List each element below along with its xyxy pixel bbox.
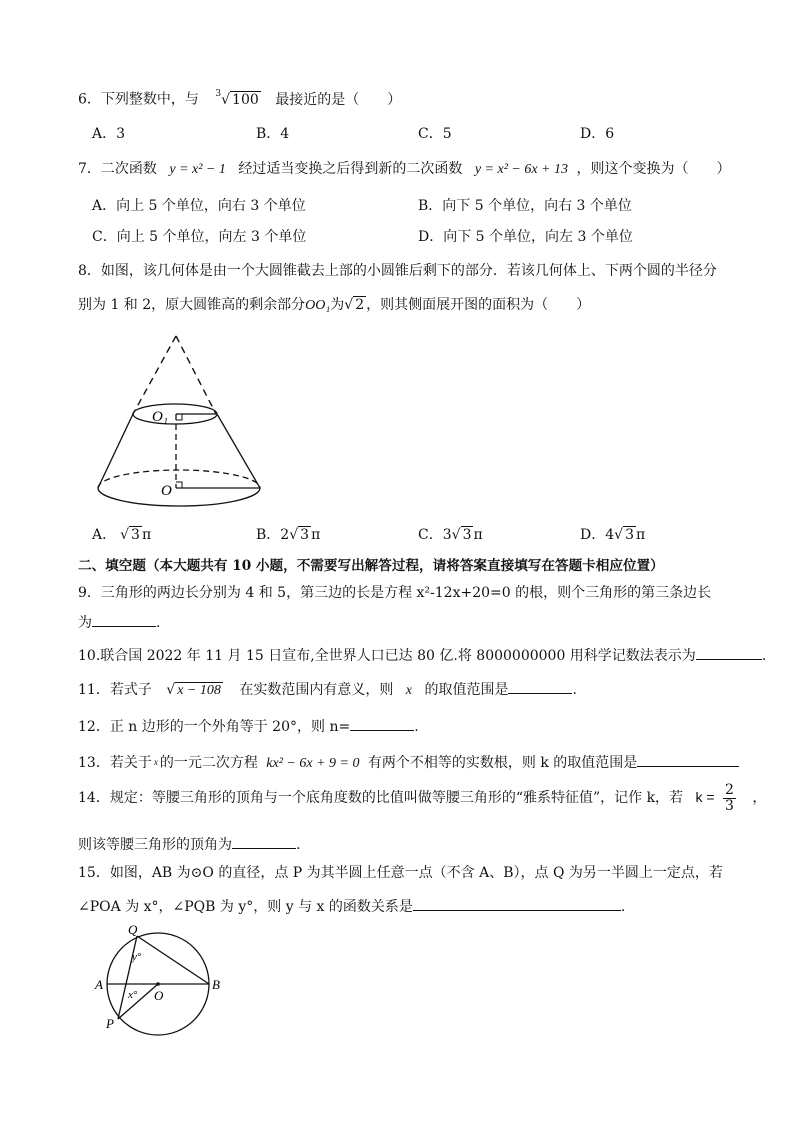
label-a: A xyxy=(95,977,103,992)
q6-stem-text: 6．下列整数中，与 xyxy=(78,91,199,108)
label-o: O xyxy=(161,483,172,499)
label-b: B xyxy=(212,977,220,992)
q8-line-2: 别为 1 和 2，原大圆锥高的剩余部分OO₁为√ 2 ，则其侧面展开图的面积为（ ） xyxy=(78,297,591,313)
q7-stem-tail: ，则这个变换为（ ） xyxy=(576,161,731,177)
q6-cube-root: $^3$√ 100 xyxy=(215,89,259,108)
q15-line-1: 15．如图，AB 为⊙O 的直径，点 P 为其半圆上任意一点（不含 A、B），点 Q 为另一半圆上一定点，若 xyxy=(78,865,723,881)
q6-option-d: D．6 xyxy=(580,126,615,142)
q8-value: 2 xyxy=(355,297,365,313)
opt-root: 3 xyxy=(625,527,634,543)
q12-text: 12．正 n 边形的一个外角等于 20°，则 n= xyxy=(78,719,351,735)
q7-option-b: B．向下 5 个单位，向右 3 个单位 xyxy=(418,198,632,214)
q13-text-mid: 的一元二次方程 xyxy=(159,755,258,771)
circle-figure xyxy=(92,920,232,1044)
q14-denominator: 3 xyxy=(725,797,734,814)
opt-coef: 2 xyxy=(280,527,290,543)
q15-answer-blank[interactable] xyxy=(413,896,621,911)
frustum-figure xyxy=(90,330,270,510)
q7-stem-mid: 经过适当变换之后得到新的二次函数 xyxy=(238,161,463,177)
radius-op xyxy=(118,984,158,1019)
q11-radicand: x − 108 xyxy=(177,683,221,698)
q14-end: . xyxy=(296,837,301,853)
chord-qb xyxy=(137,936,209,984)
bottom-circle-front xyxy=(98,488,260,506)
opt-pi: π xyxy=(141,527,152,543)
q7-stem xyxy=(78,159,730,180)
section-heading: 二、填空题（本大题共有 10 小题，不需要写出解答过程，请将答案直接填写在答题卡相应位置） xyxy=(78,558,664,574)
q8-segment: OO₁ xyxy=(305,298,331,313)
q9-end: . xyxy=(156,615,161,631)
q8-option-a: A． √ 3 π xyxy=(92,527,152,543)
root-index: 3 xyxy=(215,89,222,99)
frustum-right-edge xyxy=(217,414,260,488)
q7-option-c: C．向上 5 个单位，向左 3 个单位 xyxy=(92,229,307,245)
q13-text: 13．若关于 xyxy=(78,755,152,771)
q13-answer-blank[interactable] xyxy=(637,752,739,767)
q7-function-1: y = x² − 1 xyxy=(169,162,226,177)
opt-root: 3 xyxy=(462,527,472,543)
q8-line-2-tail: ，则其侧面展开图的面积为（ ） xyxy=(366,297,591,313)
q14-line-2 xyxy=(78,834,300,855)
q14-text: 14．规定：等腰三角形的顶角与一个底角度数的比值叫做等腰三角形的“雅系特征值”，记作 k，若 xyxy=(78,790,684,806)
q14-answer-blank[interactable] xyxy=(232,834,296,849)
radicand: 100 xyxy=(232,91,259,108)
q10-line xyxy=(78,645,766,666)
q6-option-b: B．4 xyxy=(256,126,290,142)
q7-option-d: D．向下 5 个单位，向左 3 个单位 xyxy=(418,229,633,245)
q6-stem xyxy=(78,86,401,110)
label-q: Q xyxy=(128,922,138,937)
q11-text-mid: 在实数范围内有意义，则 xyxy=(239,682,394,698)
opt-letter: A． xyxy=(92,527,117,543)
q14-numerator: 2 xyxy=(725,781,734,798)
q12-line xyxy=(78,716,419,737)
q8-option-d: D．4√ 3 π xyxy=(580,527,646,543)
opt-pi: π xyxy=(311,527,321,543)
q6-option-a: A．3 xyxy=(92,126,126,142)
q12-end: . xyxy=(414,719,419,735)
label-x-angle: x° xyxy=(128,989,138,1001)
bottom-circle-back xyxy=(98,470,260,488)
q13-line xyxy=(78,752,739,774)
q8-line-2-mid: 为 xyxy=(330,297,345,313)
q14-k: k = xyxy=(695,789,715,805)
right-angle-mark-top xyxy=(176,414,182,420)
q6-stem-tail: 最接近的是（ ） xyxy=(275,91,402,108)
label-o1: O₁ xyxy=(152,409,169,425)
right-angle-mark-bottom xyxy=(176,482,182,488)
q11-text-tail: 的取值范围是 xyxy=(424,682,509,698)
label-p: P xyxy=(106,1016,114,1031)
q8-option-c: C．3√ 3 π xyxy=(418,527,483,543)
q13-text-tail: 有两个不相等的实数根，则 k 的取值范围是 xyxy=(367,755,638,771)
q7-stem-text: 7．二次函数 xyxy=(78,161,157,177)
q10-end: . xyxy=(761,648,767,664)
q6-option-c: C．5 xyxy=(418,126,452,142)
q9-line-2 xyxy=(78,612,160,633)
opt-root: 3 xyxy=(300,527,310,543)
q14-text-2: 则该等腰三角形的顶角为 xyxy=(78,837,232,853)
q9-line-1: 9．三角形的两边长分别为 4 和 5，第三边的长是方程 x²-12x+20=0 的根，则个三角形的第三条边长 xyxy=(78,585,712,601)
opt-pi: π xyxy=(636,527,646,543)
q14-line-1 xyxy=(78,780,766,815)
q11-var: x xyxy=(405,683,412,698)
q8-line-1: 8．如图，该几何体是由一个大圆锥截去上部的小圆锥后剩下的部分．若该几何体上、下两个圆的半径分 xyxy=(78,263,717,279)
label-o: O xyxy=(154,988,164,1003)
q8-line-2-text: 别为 1 和 2，原大圆锥高的剩余部分 xyxy=(78,297,306,313)
q10-answer-blank[interactable] xyxy=(696,645,762,660)
q13-equation: kx² − 6x + 9 = 0 xyxy=(266,756,360,771)
q12-answer-blank[interactable] xyxy=(350,716,414,731)
opt-coef: 4 xyxy=(605,527,615,543)
opt-letter: D． xyxy=(580,527,606,543)
q15-line-2 xyxy=(78,896,625,917)
opt-pi: π xyxy=(473,527,483,543)
q15-text: ∠POA 为 x°，∠PQB 为 y°，则 y 与 x 的函数关系是 xyxy=(78,899,413,915)
q14-fraction xyxy=(723,783,736,814)
q7-option-a: A．向上 5 个单位，向右 3 个单位 xyxy=(92,198,306,214)
label-y-angle: y° xyxy=(132,951,142,963)
q11-end: . xyxy=(572,682,577,698)
q8-option-b: B．2√ 3 π xyxy=(256,527,321,543)
opt-coef: 3 xyxy=(442,527,452,543)
q11-line: 11．若式子 √ x − 108 在实数范围内有意义，则 x 的取值范围是 . xyxy=(78,679,577,701)
q9-answer-blank[interactable] xyxy=(92,612,156,627)
q11-answer-blank[interactable] xyxy=(508,679,572,694)
opt-root: 3 xyxy=(131,527,140,543)
q14-comma: ， xyxy=(752,790,767,806)
q9-prefix: 为 xyxy=(78,615,92,631)
q7-function-2: y = x² − 6x + 13 xyxy=(474,162,568,177)
opt-letter: C． xyxy=(418,527,443,543)
cone-dashed-left xyxy=(133,336,176,414)
q10-text: 10.联合国 2022 年 11 月 15 日宣布,全世界人口已达 80 亿.将 8000000000 用科学记数法表示为 xyxy=(78,648,696,664)
center-point xyxy=(156,982,160,986)
opt-letter: B． xyxy=(256,527,281,543)
cone-dashed-right xyxy=(176,336,216,414)
q13-var: x xyxy=(153,757,158,767)
q11-text: 11．若式子 xyxy=(78,682,152,698)
q15-end: . xyxy=(620,899,626,915)
